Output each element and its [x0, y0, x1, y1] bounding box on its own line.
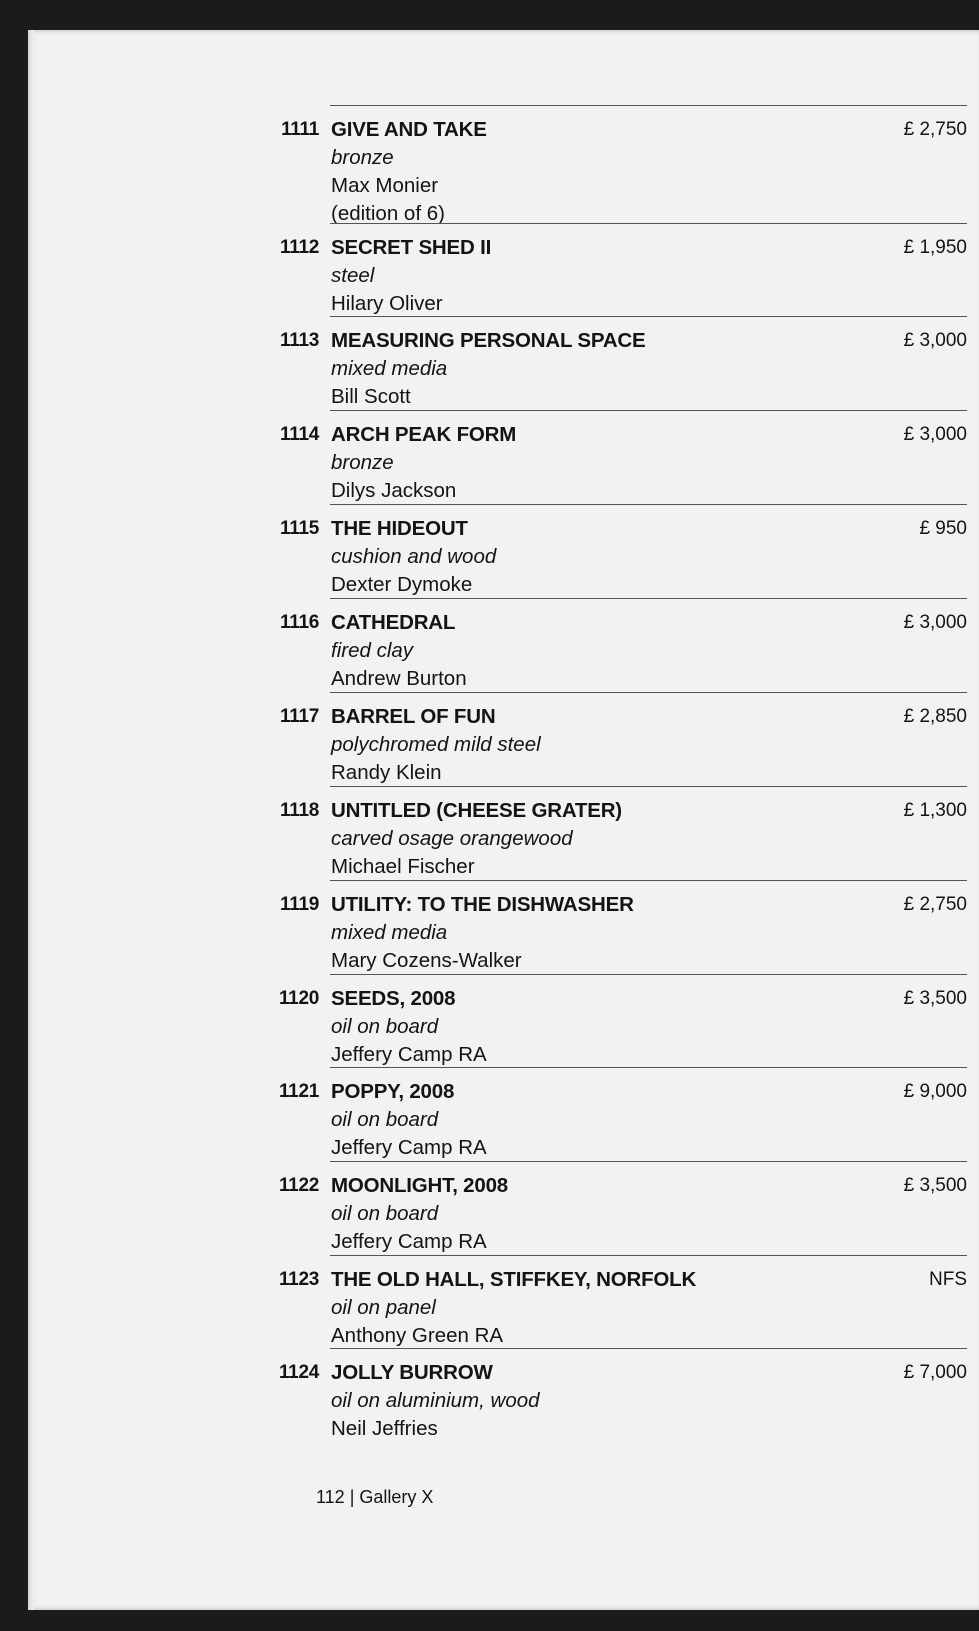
artwork-medium: oil on board — [331, 1015, 439, 1038]
price: £ 950 — [919, 518, 967, 539]
artist-name: Bill Scott — [331, 385, 411, 408]
price: £ 1,300 — [903, 800, 967, 821]
artwork-title: ARCH PEAK FORM — [331, 423, 517, 446]
artist-name: Jeffery Camp RA — [331, 1230, 487, 1253]
artist-name: Anthony Green RA — [331, 1324, 504, 1347]
price: £ 9,000 — [903, 1081, 967, 1102]
artist-name: Dexter Dymoke — [331, 573, 473, 596]
lot-number: 1114 — [280, 424, 319, 445]
divider — [330, 974, 967, 975]
price: £ 3,500 — [903, 1175, 967, 1196]
artist-name: Dilys Jackson — [331, 479, 457, 502]
divider — [330, 504, 967, 505]
artwork-title: MEASURING PERSONAL SPACE — [331, 329, 646, 352]
artwork-title: BARREL OF FUN — [331, 705, 496, 728]
artist-name: Mary Cozens-Walker — [331, 949, 522, 972]
divider — [330, 598, 967, 599]
artwork-medium: fired clay — [331, 639, 414, 662]
artist-name: Max Monier — [331, 174, 439, 197]
artist-name: Randy Klein — [331, 761, 442, 784]
artwork-title: JOLLY BURROW — [331, 1361, 493, 1384]
lot-number: 1116 — [280, 612, 319, 633]
catalogue-entry — [28, 797, 979, 877]
price: NFS — [929, 1269, 967, 1290]
divider — [330, 1255, 967, 1256]
artwork-title: UNTITLED (CHEESE GRATER) — [331, 799, 622, 822]
artwork-title: GIVE AND TAKE — [331, 118, 487, 141]
artwork-title: MOONLIGHT, 2008 — [331, 1174, 508, 1197]
catalogue-entry — [28, 234, 979, 314]
divider — [330, 880, 967, 881]
price: £ 2,750 — [903, 119, 967, 140]
price: £ 3,000 — [903, 424, 967, 445]
lot-number: 1119 — [280, 894, 319, 915]
artwork-medium: polychromed mild steel — [331, 733, 541, 756]
price: £ 3,000 — [903, 330, 967, 351]
divider — [330, 316, 967, 317]
artwork-title: CATHEDRAL — [331, 611, 456, 634]
catalogue-entry — [28, 421, 979, 501]
artwork-medium: oil on aluminium, wood — [331, 1389, 540, 1412]
catalogue-entry — [28, 891, 979, 971]
lot-number: 1115 — [280, 518, 319, 539]
lot-number: 1113 — [280, 330, 319, 351]
artwork-title: SEEDS, 2008 — [331, 987, 456, 1010]
divider — [330, 410, 967, 411]
catalogue-entry — [28, 1078, 979, 1158]
artwork-medium: cushion and wood — [331, 545, 497, 568]
catalogue-entry — [28, 1172, 979, 1252]
lot-number: 1118 — [280, 800, 319, 821]
catalogue-entry — [28, 515, 979, 595]
divider — [330, 223, 967, 224]
price: £ 3,000 — [903, 612, 967, 633]
artwork-medium: mixed media — [331, 921, 448, 944]
divider — [330, 786, 967, 787]
lot-number: 1112 — [280, 237, 319, 258]
catalogue-entry — [28, 116, 979, 225]
divider — [330, 105, 967, 106]
divider — [330, 1348, 967, 1349]
artwork-title: UTILITY: TO THE DISHWASHER — [331, 893, 634, 916]
artist-name: Jeffery Camp RA — [331, 1043, 487, 1066]
catalogue-entry — [28, 1266, 979, 1346]
price: £ 1,950 — [903, 237, 967, 258]
lot-number: 1121 — [278, 1081, 319, 1102]
catalogue-entry — [28, 609, 979, 689]
lot-number: 1111 — [281, 119, 319, 140]
price: £ 2,850 — [903, 706, 967, 727]
artist-name: Neil Jeffries — [331, 1417, 438, 1440]
artwork-medium: oil on board — [331, 1202, 439, 1225]
artwork-medium: bronze — [331, 451, 394, 474]
edition-note: (edition of 6) — [331, 202, 445, 225]
artist-name: Andrew Burton — [331, 667, 467, 690]
artist-name: Hilary Oliver — [331, 292, 443, 315]
catalogue-entry — [28, 703, 979, 783]
artwork-title: SECRET SHED II — [331, 236, 492, 259]
catalogue-entry — [28, 985, 979, 1065]
artwork-title: POPPY, 2008 — [331, 1080, 455, 1103]
artwork-medium: carved osage orangewood — [331, 827, 573, 850]
artwork-title: THE HIDEOUT — [331, 517, 468, 540]
page-footer: 112 | Gallery X — [316, 1487, 434, 1507]
lot-number: 1124 — [278, 1362, 319, 1383]
divider — [330, 1161, 967, 1162]
lot-number: 1120 — [278, 988, 319, 1009]
price: £ 3,500 — [903, 988, 967, 1009]
price: £ 2,750 — [903, 894, 967, 915]
artwork-title: THE OLD HALL, STIFFKEY, NORFOLK — [331, 1268, 697, 1291]
catalogue-entry — [28, 1359, 979, 1439]
artwork-medium: steel — [331, 264, 375, 287]
lot-number: 1123 — [278, 1269, 319, 1290]
artwork-medium: mixed media — [331, 357, 448, 380]
artwork-medium: oil on board — [331, 1108, 439, 1131]
artist-name: Michael Fischer — [331, 855, 475, 878]
lot-number: 1122 — [278, 1175, 319, 1196]
price: £ 7,000 — [903, 1362, 967, 1383]
divider — [330, 1067, 967, 1068]
catalogue-entry — [28, 327, 979, 407]
lot-number: 1117 — [280, 706, 319, 727]
artwork-medium: bronze — [331, 146, 394, 169]
divider — [330, 692, 967, 693]
catalogue-page — [28, 30, 979, 1610]
artist-name: Jeffery Camp RA — [331, 1136, 487, 1159]
artwork-medium: oil on panel — [331, 1296, 436, 1319]
